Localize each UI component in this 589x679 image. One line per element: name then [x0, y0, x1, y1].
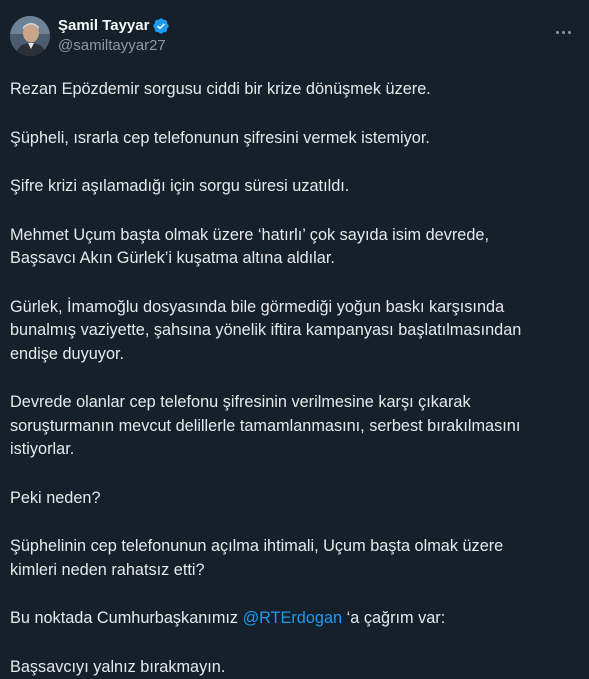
tweet-text: [10, 78, 579, 679]
author-info: [58, 16, 170, 56]
tweet-header: [10, 12, 579, 60]
tweet-paragraph: Gürlek, İmamoğlu dosyasında bile görmediği yoğun baskı karşısında bunalmış vaziyette, şahsına yönelik iftira kampanyası başlatılmasından endişe duyuyor.: [10, 296, 579, 367]
final-paragraph: Başsavcıyı yalnız bırakmayın.: [10, 656, 579, 679]
avatar[interactable]: [10, 16, 50, 56]
more-horizontal-icon[interactable]: [549, 18, 577, 46]
tweet-paragraph: Mehmet Uçum başta olmak üzere ‘hatırlı’ çok sayıda isim devrede, Başsavcı Akın Gürlek’i kuşatma altına aldılar.: [10, 224, 579, 271]
tweet-paragraph: Devrede olanlar cep telefonu şifresinin verilmesine karşı çıkarak soruşturmanın mevcut delillerle tamamlanmasını, serbest bırakılmasını istiyorlar.: [10, 391, 579, 462]
tweet-paragraph: Şüphelinin cep telefonunun açılma ihtimali, Uçum başta olmak üzere kimleri neden rahatsız etti?: [10, 535, 579, 582]
verified-badge-icon[interactable]: [152, 17, 170, 35]
author-handle[interactable]: @samiltayyar27: [58, 36, 170, 56]
tweet-paragraph: Rezan Epözdemir sorgusu ciddi bir krize dönüşmek üzere.: [10, 78, 579, 102]
tweet-paragraph: Şüpheli, ısrarla cep telefonunun şifresini vermek istemiyor.: [10, 127, 579, 151]
call-text-after: ‘a çağrım var:: [342, 609, 445, 627]
call-text-before: Bu noktada Cumhurbaşkanımız: [10, 609, 243, 627]
tweet-paragraph: Peki neden?: [10, 487, 579, 511]
display-name[interactable]: Şamil Tayyar: [58, 16, 149, 35]
mention-link[interactable]: @RTErdogan: [243, 609, 343, 627]
tweet-paragraph: Şifre krizi aşılamadığı için sorgu süresi uzatıldı.: [10, 175, 579, 199]
name-row: [58, 16, 170, 35]
avatar-image: [10, 16, 50, 56]
call-paragraph: [10, 607, 579, 631]
